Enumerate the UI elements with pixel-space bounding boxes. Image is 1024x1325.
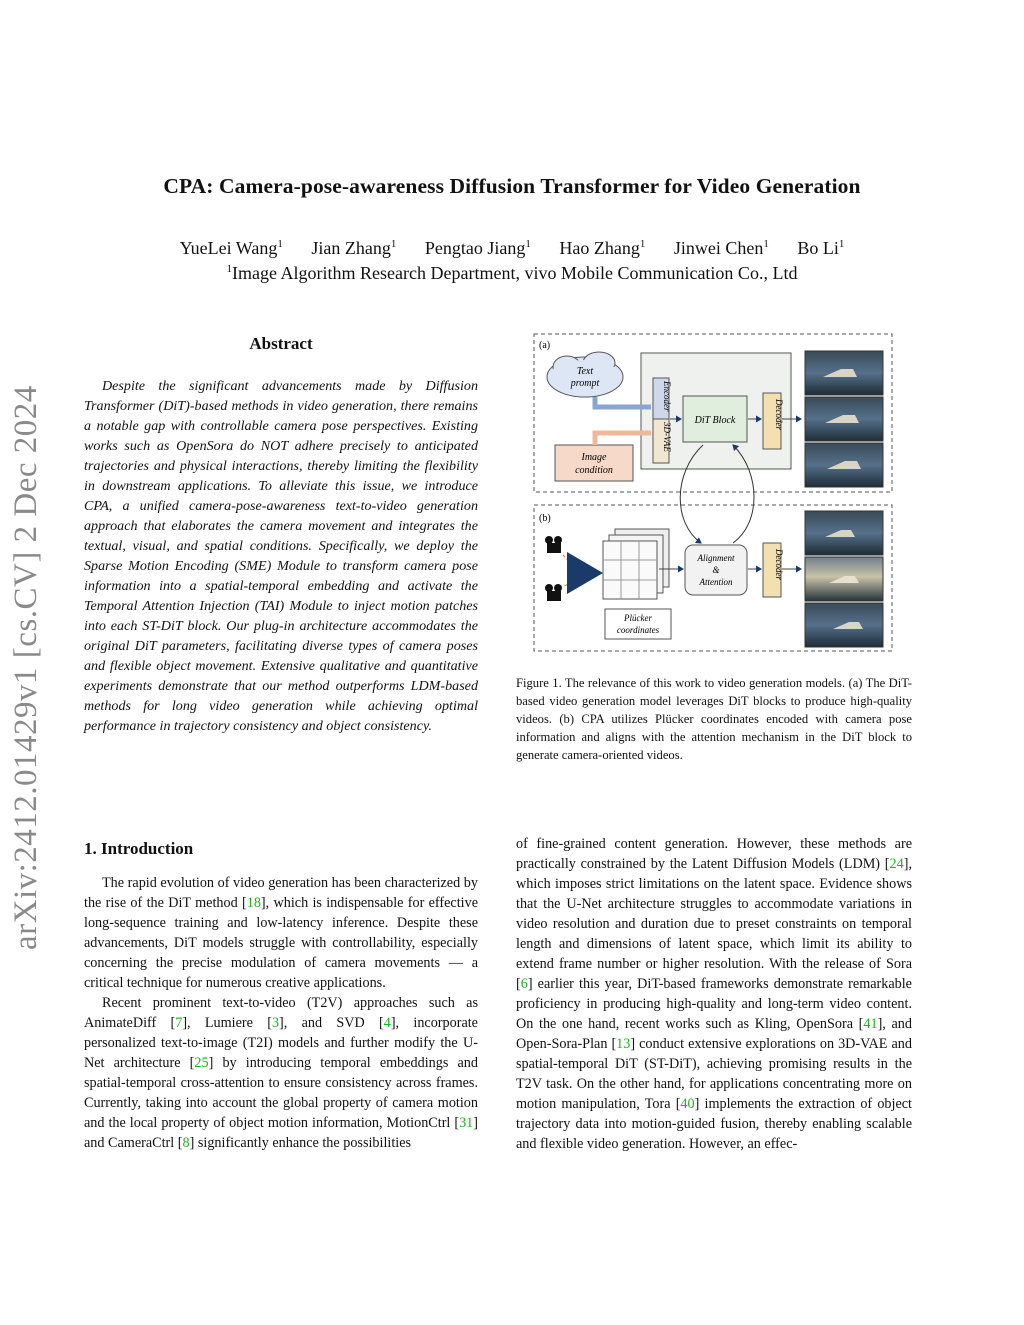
paragraph-text: of fine-grained content generation. However, these methods are practically constrained by the Latent Diffusion Models (LDM) [	[516, 836, 912, 872]
paragraph-text: The rapid evolution of video generation has been characterized by the rise of the DiT method [	[84, 875, 478, 911]
paragraph-text: Recent prominent text-to-video (T2V) approaches such as AnimateDiff [	[84, 995, 478, 1031]
output-frames-a	[805, 351, 883, 487]
abstract-heading: Abstract	[249, 334, 313, 353]
svg-text:Imagecondition: Image condition	[575, 452, 613, 476]
svg-text:Encoder: Encoder	[662, 381, 672, 412]
svg-text:3D-VAE: 3D-VAE	[662, 422, 672, 452]
citation-link[interactable]: 41	[863, 1016, 878, 1032]
author-list	[60, 238, 964, 259]
citation-link[interactable]: 8	[182, 1135, 190, 1151]
author: Jian Zhang$^1$	[311, 238, 397, 258]
plucker-grid	[603, 529, 669, 599]
paragraph-text: ] significantly enhance the possibilities	[189, 1135, 412, 1151]
author: Pengtao Jiang$^1$	[424, 238, 531, 258]
citation-link[interactable]: 25	[194, 1055, 209, 1071]
svg-text:DiT Block: DiT Block	[694, 415, 736, 426]
affiliation: $^1$Image Algorithm Research Department, vivo Mobile Communication Co., Ltd	[226, 263, 798, 283]
intro-paragraph-2	[84, 993, 478, 1153]
output-frames-b	[805, 511, 883, 647]
citation-link[interactable]: 24	[889, 856, 904, 872]
camera-icon	[545, 536, 574, 601]
paragraph-text: ] earlier this year, DiT-based frameworks demonstrate remarkable proficiency in producing high-quality and long-term video content. On the one hand, recent works such as Kling, OpenSora [	[516, 976, 912, 1032]
figure-1	[533, 333, 893, 653]
citation-link[interactable]: 6	[520, 976, 528, 992]
citation-link[interactable]: 7	[175, 1015, 183, 1031]
svg-text:Decoder: Decoder	[774, 549, 784, 580]
citation-link[interactable]: 13	[616, 1036, 631, 1052]
panel-a-label: (a)	[539, 340, 551, 351]
citation-link[interactable]: 31	[459, 1115, 474, 1131]
image-condition-box	[555, 445, 633, 481]
paragraph-text: ] implements the extraction of object trajectory data into motion-guided fusion, thereby enabling scalable and flexible video generation. However, an effec-	[516, 1096, 912, 1152]
author: Jinwei Chen$^1$	[673, 238, 769, 258]
arxiv-stamp[interactable]: arXiv:2412.01429v1 [cs.CV] 2 Dec 2024	[8, 385, 44, 950]
paragraph-text: ], Lumiere [	[182, 1015, 272, 1031]
figure-caption: Figure 1. The relevance of this work to video generation models. (a) The DiT-based video generation model leverages DiT blocks to produce high-quality videos. (b) CPA utilizes Plücker coordinates encoded with camera pose information and aligns with the attention mechanism in the DiT block to generate camera-oriented videos.	[516, 676, 912, 762]
paragraph-text: ], incorporate personalized text-to-image (T2I) models and further modify the U-Net architecture [	[84, 1015, 478, 1071]
intro-paragraph-1	[84, 873, 478, 993]
paragraph-text: ] and CameraCtrl [	[84, 1115, 478, 1151]
intro-paragraph-3	[516, 834, 912, 1154]
dit-block	[683, 396, 747, 442]
intro-right-column	[516, 834, 912, 1154]
citation-link[interactable]: 18	[246, 895, 261, 911]
plucker-coordinates-box	[605, 609, 671, 639]
citation-link[interactable]: 40	[680, 1096, 695, 1112]
paragraph-text: ], and SVD [	[279, 1015, 384, 1031]
intro-left-column	[84, 873, 478, 1153]
panel-b-label: (b)	[539, 513, 551, 524]
author: Hao Zhang$^1$	[559, 238, 646, 258]
paragraph-text: ] by introducing temporal embeddings and spatial-temporal cross-attention to ensure consistency across frames. Currently, taking into account the global property of camera motion and the local property of object motion information, MotionCtrl [	[84, 1055, 478, 1131]
paper-title: CPA: Camera-pose-awareness Diffusion Transformer for Video Generation	[163, 174, 861, 198]
paragraph-text: ], which imposes strict limitations on the latent space. Evidence shows that the U-Net architecture struggles to accommodate variations in video resolution and duration due to preset constraints on temporal length and dimensions of latent space, which limit its ability to extend frame number or higher resolution. With the release of Sora [	[516, 856, 912, 992]
svg-text:Alignment&Attention: Alignment & Attention	[697, 553, 735, 587]
svg-text:Decoder: Decoder	[774, 399, 784, 430]
section-heading: 1. Introduction	[84, 839, 194, 858]
paragraph-text: ], and Open-Sora-Plan [	[516, 1016, 912, 1052]
citation-link[interactable]: 3	[271, 1015, 280, 1031]
author: Bo Li$^1$	[797, 238, 845, 258]
svg-text:Plückercoordinates: Plücker coordinates	[616, 613, 660, 635]
author: YueLei Wang$^1$	[179, 238, 283, 258]
alignment-attention-block	[685, 545, 747, 595]
paragraph-text: ], which is indispensable for effective long-sequence training and low-latency inference. Despite these advancements, DiT models struggle with controllability, especially concerning the precise modulation of camera movements — a critical technique for numerous creative applications.	[84, 895, 478, 991]
citation-link[interactable]: 4	[383, 1015, 391, 1031]
paragraph-text: ] conduct extensive explorations on 3D-VAE and spatial-temporal DiT (ST-DiT), achieving promising results in the T2V task. On the other hand, for applications concentrating more on motion manipulation, Tora [	[516, 1036, 912, 1112]
text-prompt-cloud	[547, 352, 623, 397]
svg-text:Textprompt: Text prompt	[570, 366, 600, 389]
abstract-text: Despite the significant advancements made by Diffusion Transformer (DiT)-based methods in video generation, there remains a notable gap with controllable camera pose perspectives. Existing works such as OpenSora do NOT adhere precisely to anticipated trajectories and physical interactions, thereby limiting the flexibility in downstream applications. To alleviate this issue, we introduce CPA, a unified camera-pose-awareness text-to-video generation approach that elaborates the camera movement and integrates the textual, visual, and spatial conditions. Specifically, we deploy the Sparse Motion Encoding (SME) Module to transform camera pose information into a spatial-temporal embedding and activate the Temporal Attention Injection (TAI) Module to inject motion patches into each ST-DiT block. Our plug-in architecture accommodates the original DiT parameters, facilitating diverse types of camera poses and flexible object movement. Extensive qualitative and quantitative experiments demonstrate that our method outperforms LDM-based methods for long video generation while achieving optimal performance in trajectory consistency and object consistency.	[84, 378, 478, 734]
